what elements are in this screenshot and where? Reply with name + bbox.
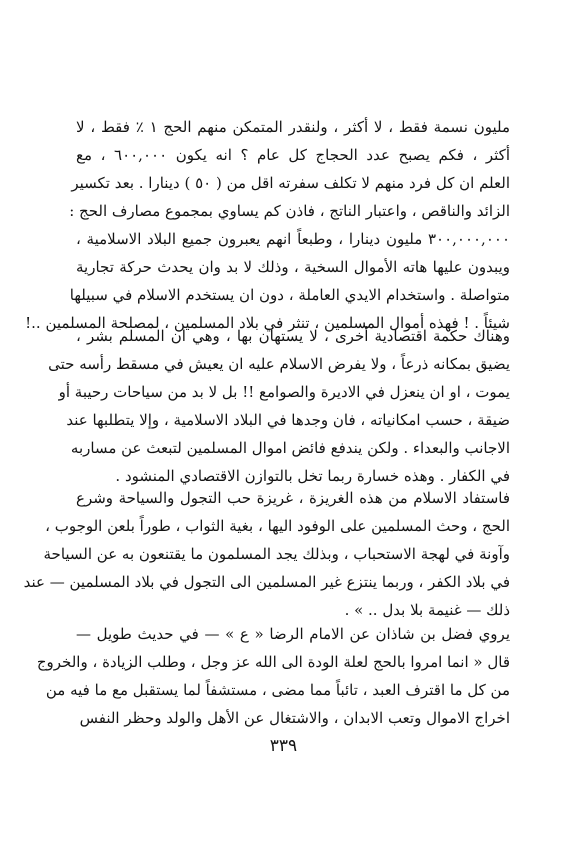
text-line: ٣٠٠,٠٠٠,٠٠٠ مليون دينارا ، وطبعاً انهم يعبرون جميع البلاد الاسلامية ، xyxy=(76,230,510,248)
text-line: يروي فضل بن شاذان عن الامام الرضا « ع » — في حديث طويل — xyxy=(76,625,510,643)
text-line: في بلاد الكفر ، وربما ينتزع غير المسلمين الى التجول في بلاد المسلمين — عند xyxy=(23,573,510,591)
text-line: متواصلة . واستخدام الايدي العاملة ، دون ان يستخدم الاسلام في سبيلها xyxy=(69,286,510,304)
text-line: العلم ان كل فرد منهم لا تكلف سفرته اقل من ( ٥٠ ) دينارا . بعد تكسير xyxy=(71,174,510,192)
text-line: وهناك حكمة اقتصادية أخرى ، لا يستهان بها ، وهي ان المسلم بشر ، xyxy=(76,327,510,345)
text-line: يموت ، او ان ينعزل في الاديرة والصوامع !! بل لا بد من سياحات رحيبة أو xyxy=(58,383,510,401)
text-line: اخراج الاموال وتعب الابدان ، والاشتغال عن الأهل والولد وحظر النفس xyxy=(79,709,510,727)
text-line: يضيق بمكانه ذرعاً ، ولا يفرض الاسلام عليه ان يعيش في مسقط رأسه حتى xyxy=(48,355,510,373)
text-line: ضيقة ، حسب امكانياته ، فان وجدها في البلاد الاسلامية ، وإلا يتطلبها عند xyxy=(66,411,510,429)
text-line: ويبدون عليها هاته الأموال السخية ، وذلك لا بد وان يحدث حركة تجارية xyxy=(76,258,510,276)
text-line: أكثر ، فكم يصبح عدد الحجاج كل عام ؟ انه يكون ٦٠٠,٠٠٠ ، مع xyxy=(76,146,510,164)
paragraph-3 xyxy=(23,484,510,624)
text-line: ذلك — غنيمة بلا بدل .. » . xyxy=(344,601,510,619)
paragraph-1 xyxy=(25,113,510,337)
text-line: في الكفار . وهذه خسارة ربما تخل بالتوازن الاقتصادي المنشود . xyxy=(115,467,510,485)
text-line: مليون نسمة فقط ، لا أكثر ، ولنقدر المتمكن منهم الحج ١ ٪ فقط ، لا xyxy=(76,118,510,136)
text-line: شيئاً . ! فهذه أموال المسلمين ، تنثر في بلاد المسلمين ، لمصلحة المسلمين ..! xyxy=(25,314,510,332)
text-line: وآونة في لهجة الاستحباب ، وبذلك يجد المسلمون ما يقتنعون به عن السياحة xyxy=(43,545,510,563)
text-line: الاجانب والبعداء . ولكن يندفع فائض اموال المسلمين لتبعث عن مساربه xyxy=(70,439,510,457)
text-line: الحج ، وحث المسلمين على الوفود اليها ، بغية الثواب ، طوراً بلعن الوجوب ، xyxy=(45,517,510,535)
text-line: قال « انما امروا بالحج لعلة الودة الى الله عز وجل ، وطلب الزيادة ، والخروج xyxy=(36,653,510,671)
text-line: الزائد والناقص ، واعتبار الناتج ، فاذن كم يساوي بمجموع مصارف الحج : xyxy=(69,202,510,220)
text-line: فاستفاد الاسلام من هذه الغريزة ، غريزة حب التجول والسياحة وشرع xyxy=(76,489,510,507)
text-line: من كل ما اقترف العبد ، تائباً مما مضى ، مستشفاً لما يستقبل مع ما فيه من xyxy=(45,681,510,699)
page-number: ٣٣٩ xyxy=(269,736,298,756)
paragraph-4 xyxy=(36,620,510,732)
